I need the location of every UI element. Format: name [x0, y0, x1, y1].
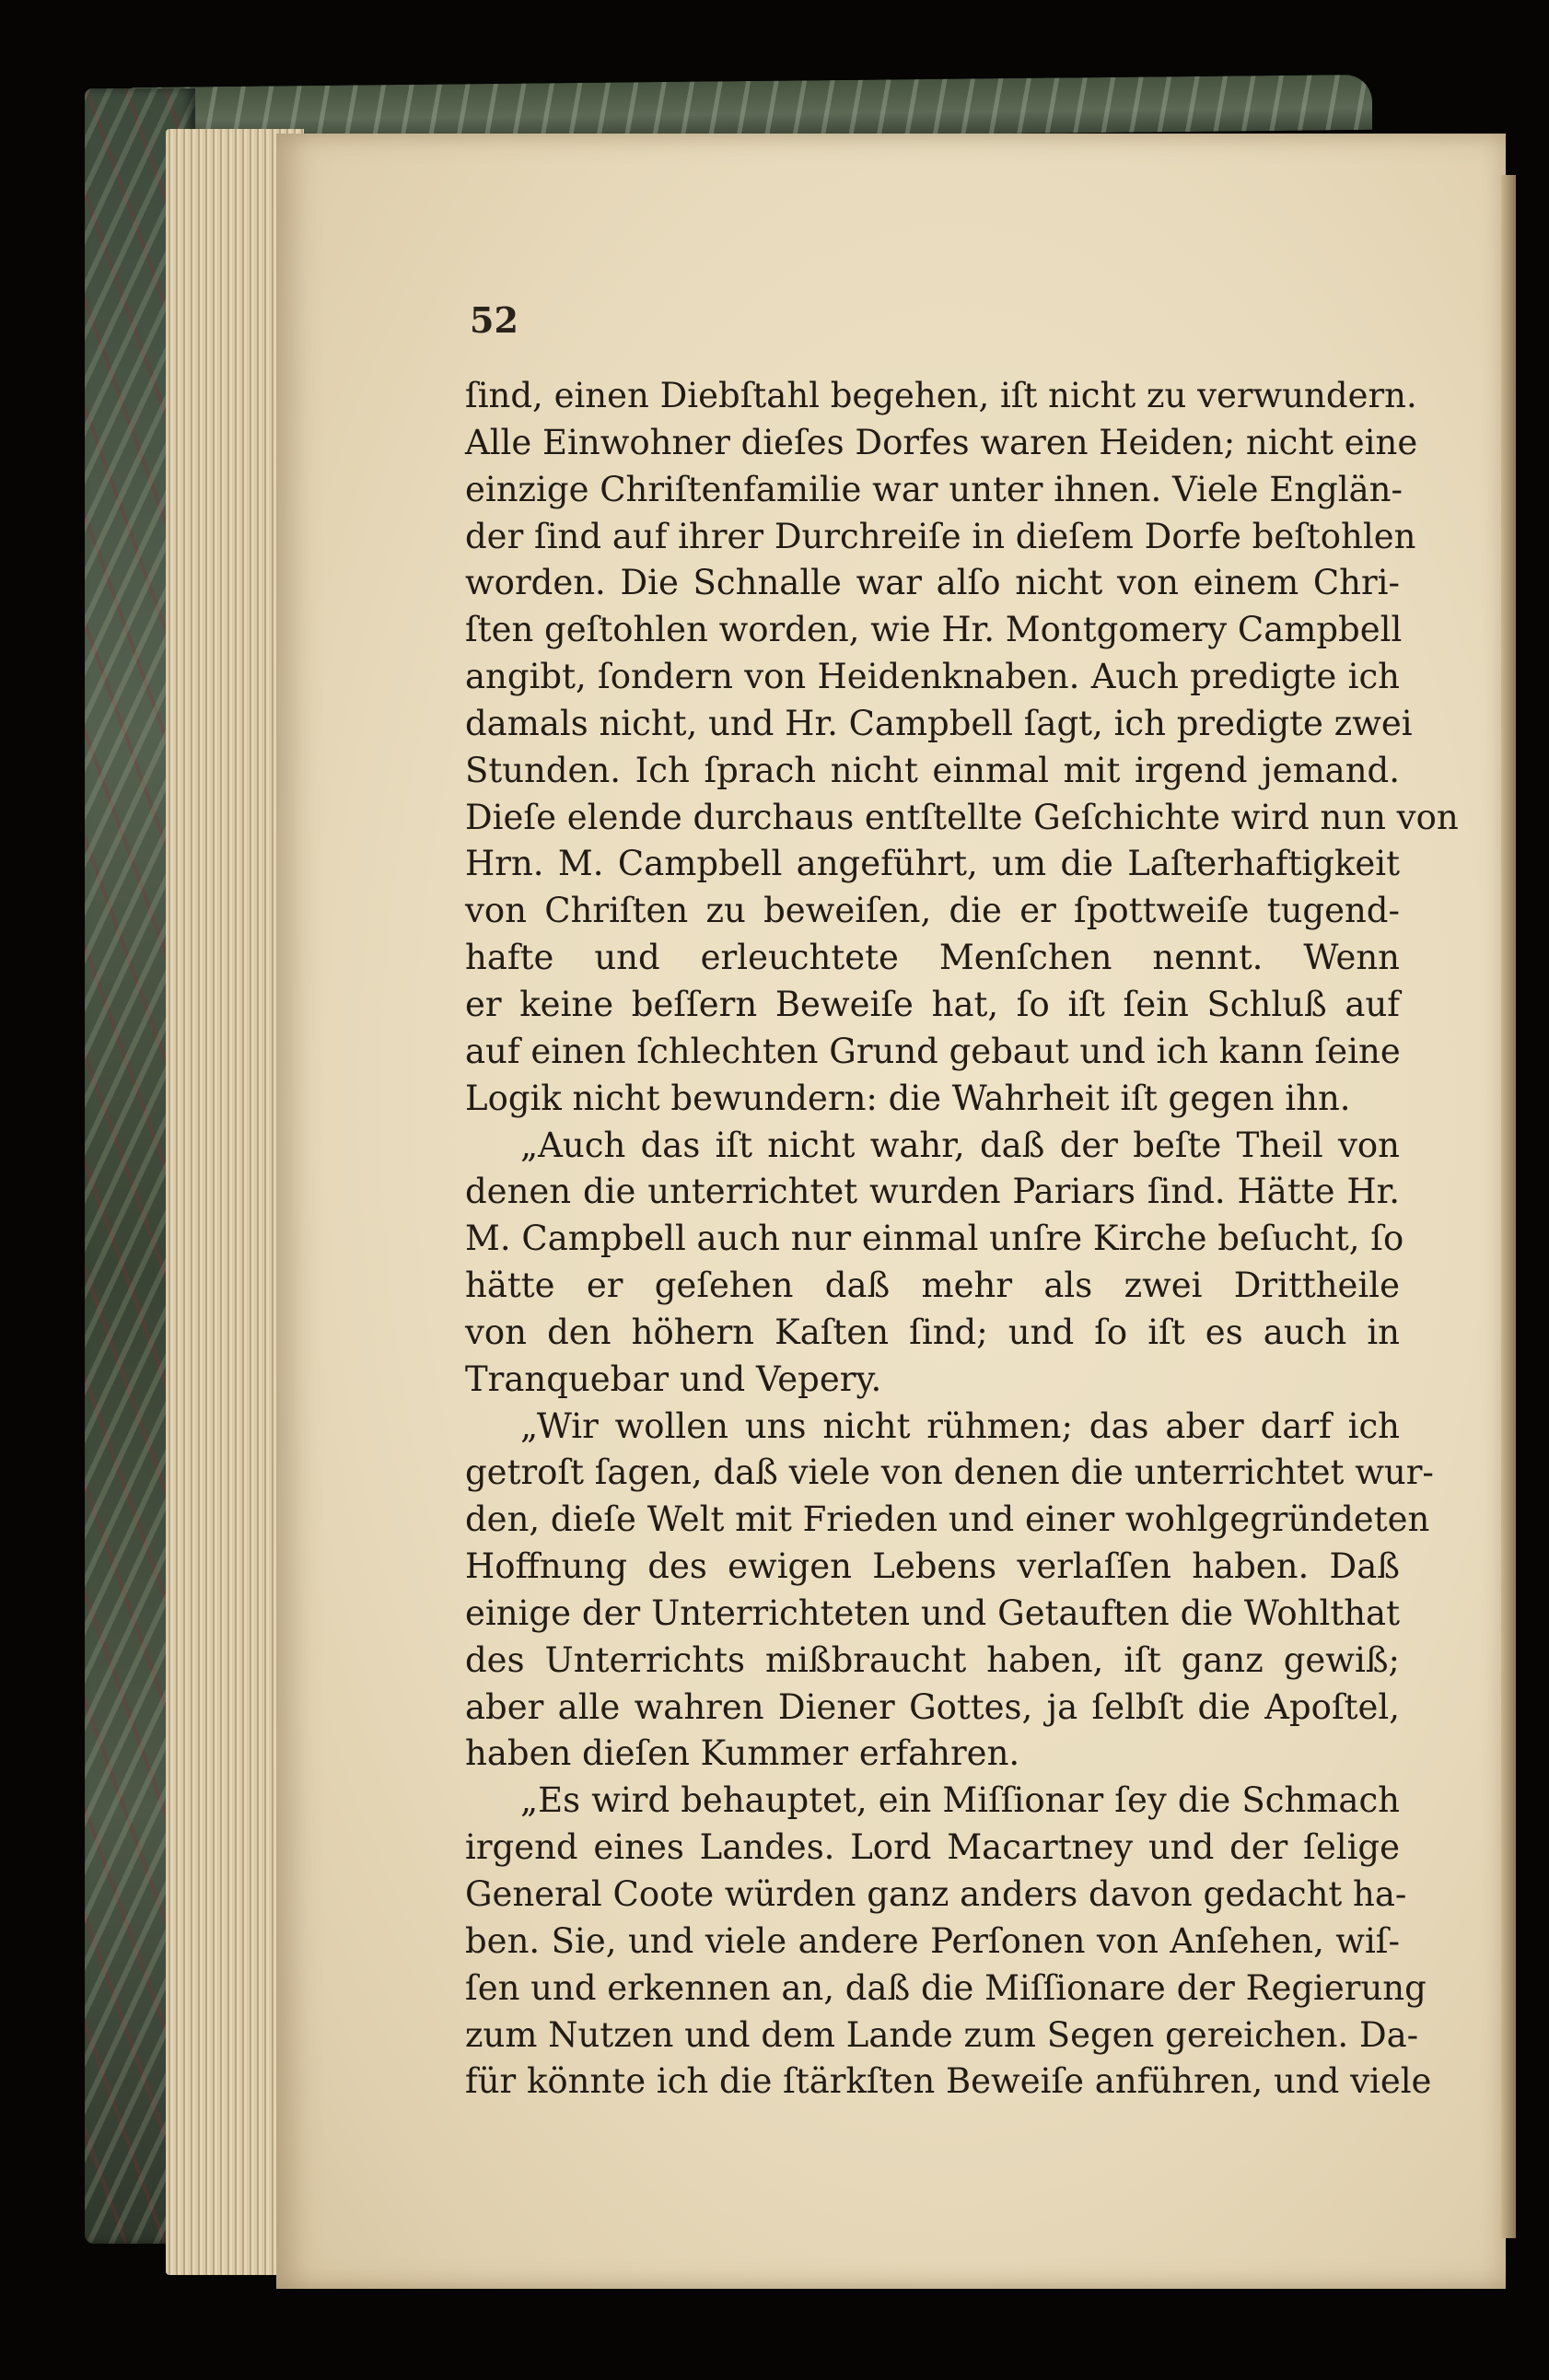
- text-line: Dieſe elende durchaus entſtellte Geſchichte wird nun von: [465, 797, 1459, 837]
- text-line: damals nicht, und Hr. Campbell ſagt, ich predigte zwei: [465, 703, 1413, 743]
- text-line: hätte er geſehen daß mehr als zwei Drittheile: [465, 1266, 1400, 1306]
- text-line: getroſt ſagen, daß viele von denen die unterrichtet wur-: [465, 1452, 1434, 1493]
- text-line: Alle Einwohner dieſes Dorfes waren Heiden; nicht eine: [465, 422, 1418, 462]
- text-line: irgend eines Landes. Lord Macartney und der ſelige: [465, 1827, 1400, 1868]
- text-line: angibt, ſondern von Heidenknaben. Auch predigte ich: [465, 657, 1400, 697]
- text-line: für könnte ich die ſtärkſten Beweiſe anführen, und viele: [465, 2061, 1432, 2102]
- text-line: er keine beſſern Beweiſe hat, ſo iſt ſein Schluß auf: [465, 984, 1400, 1024]
- marbled-cover-top: [129, 75, 1372, 143]
- text-line: ſen und erkennen an, daß die Miſſionare der Regierung: [465, 1967, 1427, 2008]
- text-line: „Auch das iſt nicht wahr, daß der beſte Theil von: [520, 1125, 1400, 1165]
- text-line: einzige Chriſtenfamilie war unter ihnen. Viele Englän-: [465, 469, 1403, 509]
- body-text: [465, 373, 1459, 2106]
- text-line: ben. Sie, und viele andere Perſonen von Anſehen, wiſ-: [465, 1920, 1400, 1961]
- text-line: auf einen ſchlechten Grund gebaut und ich kann ſeine: [465, 1031, 1401, 1071]
- text-line: denen die unterrichtet wurden Pariars ſind. Hätte Hr.: [465, 1172, 1400, 1212]
- text-line: einige der Unterrichteten und Getauften die Wohlthat: [465, 1592, 1400, 1633]
- text-line: Hrn. M. Campbell angeführt, um die Laſterhaftigkeit: [465, 844, 1400, 884]
- text-line: General Coote würden ganz anders davon gedacht ha-: [465, 1874, 1407, 1914]
- text-line: ſind, einen Diebſtahl begehen, iſt nicht zu verwundern.: [465, 376, 1417, 415]
- text-line: Tranquebar und Vepery.: [465, 1359, 882, 1399]
- text-line: worden. Die Schnalle war alſo nicht von einem Chri-: [465, 563, 1400, 603]
- text-line: aber alle wahren Diener Gottes, ja ſelbſt die Apoſtel,: [465, 1686, 1400, 1727]
- page-right-edge: [1501, 175, 1516, 2238]
- text-line: zum Nutzen und dem Lande zum Segen gereichen. Da-: [465, 2014, 1419, 2055]
- text-line: „Wir wollen uns nicht rühmen; das aber darf ich: [520, 1406, 1400, 1446]
- text-line: den, dieſe Welt mit Frieden und einer wohlgegründeten: [465, 1499, 1430, 1540]
- text-line: ſten geſtohlen worden, wie Hr. Montgomery Campbell: [465, 610, 1403, 650]
- text-line: hafte und erleuchtete Menſchen nennt. Wenn: [465, 938, 1400, 978]
- page-number: 52: [470, 299, 518, 341]
- text-line: von den höhern Kaſten ſind; und ſo iſt es auch in: [465, 1312, 1400, 1352]
- text-line: Hoffnung des ewigen Lebens verlaſſen haben. Daß: [465, 1546, 1400, 1587]
- text-line: des Unterrichts mißbraucht haben, iſt ganz gewiß;: [465, 1639, 1400, 1680]
- text-line: haben dieſen Kummer erfahren.: [465, 1733, 1020, 1774]
- text-line: der ſind auf ihrer Durchreiſe in dieſem Dorfe beſtohlen: [465, 516, 1416, 556]
- text-line: M. Campbell auch nur einmal unſre Kirche beſucht, ſo: [465, 1219, 1404, 1259]
- text-line: „Es wird behauptet, ein Miſſionar ſey die Schmach: [520, 1780, 1400, 1821]
- text-line: Stunden. Ich ſprach nicht einmal mit irgend jemand.: [465, 750, 1400, 790]
- text-line: Logik nicht bewundern: die Wahrheit iſt gegen ihn.: [465, 1078, 1351, 1118]
- text-line: von Chriſten zu beweiſen, die er ſpottweiſe tugend-: [465, 891, 1400, 931]
